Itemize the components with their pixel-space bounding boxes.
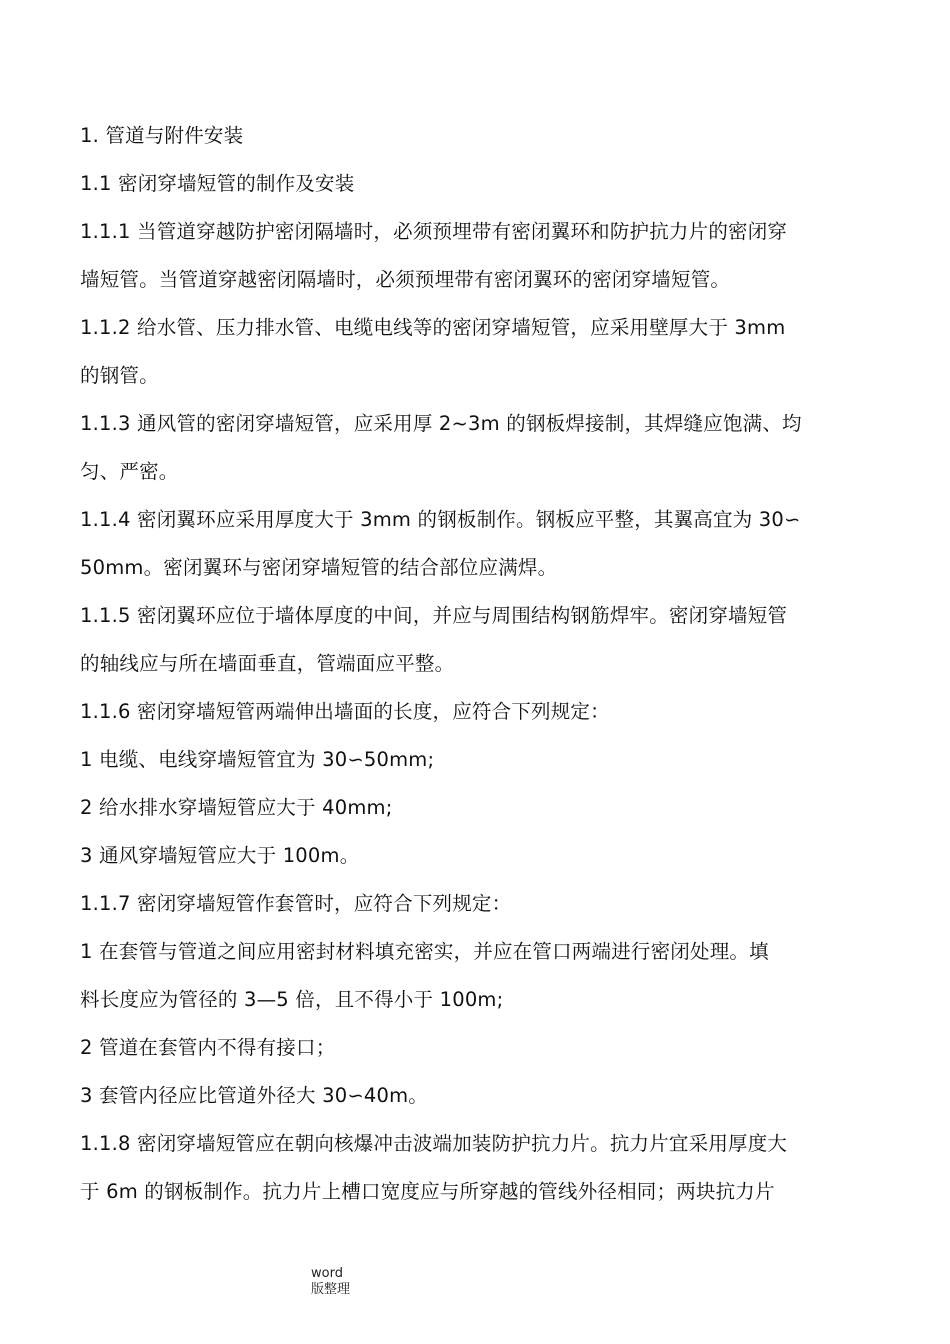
list-item: 3 通风穿墙短管应大于 100m。 — [80, 844, 360, 867]
list-item: 1 电缆、电线穿墙短管宜为 30∽50mm; — [80, 748, 435, 771]
paragraph-1-1-1-cont: 墙短管。当管道穿越密闭隔墙时，必须预埋带有密闭翼环的密闭穿墙短管。 — [80, 268, 731, 291]
list-item: 2 给水排水穿墙短管应大于 40mm; — [80, 796, 393, 819]
list-item: 1 在套管与管道之间应用密封材料填充密实，并应在管口两端进行密闭处理。填 — [80, 940, 769, 963]
document-body — [80, 112, 880, 1216]
paragraph-1-1-1: 1.1.1 当管道穿越防护密闭隔墙时，必须预埋带有密闭翼环和防护抗力片的密闭穿 — [80, 220, 788, 243]
footer-line-1: word — [311, 1266, 343, 1281]
paragraph-1-1-8-cont: 于 6m 的钢板制作。抗力片上槽口宽度应与所穿越的管线外径相同；两块抗力片 — [80, 1180, 775, 1203]
list-item-cont: 料长度应为管径的 3—5 倍，且不得小于 100m; — [80, 988, 504, 1011]
list-item: 2 管道在套管内不得有接口； — [80, 1036, 336, 1059]
list-item: 3 套管内径应比管道外径大 30∽40m。 — [80, 1084, 428, 1107]
heading-1: 1. 管道与附件安装 — [80, 124, 244, 147]
paragraph-1-1-3-cont: 匀、严密。 — [80, 460, 179, 483]
paragraph-1-1-3: 1.1.3 通风管的密闭穿墙短管，应采用厚 2~3m 的钢板焊接制，其焊缝应饱满、均 — [80, 412, 802, 435]
heading-1-1: 1.1 密闭穿墙短管的制作及安装 — [80, 172, 355, 195]
paragraph-1-1-5-cont: 的轴线应与所在墙面垂直，管端面应平整。 — [80, 652, 455, 675]
paragraph-1-1-7: 1.1.7 密闭穿墙短管作套管时，应符合下列规定： — [80, 892, 512, 915]
page-footer — [311, 1266, 350, 1298]
paragraph-1-1-4-cont: 50mm。密闭翼环与密闭穿墙短管的结合部位应满焊。 — [80, 556, 558, 579]
paragraph-1-1-4: 1.1.4 密闭翼环应采用厚度大于 3mm 的钢板制作。钢板应平整，其翼高宜为 30∽ — [80, 508, 801, 531]
paragraph-1-1-2-cont: 的钢管。 — [80, 364, 159, 387]
paragraph-1-1-5: 1.1.5 密闭翼环应位于墙体厚度的中间，并应与周围结构钢筋焊牢。密闭穿墙短管 — [80, 604, 788, 627]
paragraph-1-1-2: 1.1.2 给水管、压力排水管、电缆电线等的密闭穿墙短管，应采用壁厚大于 3mm — [80, 316, 786, 339]
footer-line-2: 版整理 — [311, 1282, 351, 1297]
paragraph-1-1-6: 1.1.6 密闭穿墙短管两端伸出墙面的长度，应符合下列规定： — [80, 700, 610, 723]
paragraph-1-1-8: 1.1.8 密闭穿墙短管应在朝向核爆冲击波端加装防护抗力片。抗力片宜采用厚度大 — [80, 1132, 788, 1155]
